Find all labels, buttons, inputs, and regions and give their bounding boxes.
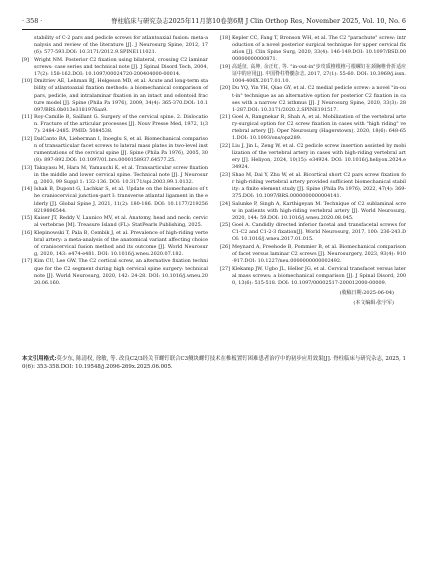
reference-item: [9] Wright NM. Posterior C2 fixation using bilateral, crossing C2 laminar screws: case series and technical note [J]. J Spinal Disord Tech, 2004, 17(2): 158-162.DOI: 10.1097/00024720-200404000-00014. xyxy=(22,56,208,77)
reference-item: [20] Du YQ, Yin YH, Qiao GY, et al. C2 medial pedicle screw: a novel "in-out-in" technique as an alternative option for posterior C2 fixation in cases with a narrow C2 isthmus [J]. J Neurosurg Spine, 2020, 33(3): 281-287.DOI: 10.3171/2020.2.SPINE191517. xyxy=(220,85,406,113)
header-rule xyxy=(22,29,406,30)
reference-item: [11] Roy-Camille R, Saillant G. Surgery of the cervical spine. 2. Dislocation. Fracture of the articular processes [J]. Nouv Presse Med, 1972, 1(37): 2484-2485. PMID: 5084538. xyxy=(22,114,208,135)
reference-item: [12] DalCanto RA, Lieberman I, Inoeglu S, et al. Biomechanical comparison of transarticular facet screws to lateral mass plates in two-level instrumentations of the cervical spine [J]. Spine (Phila Pa 1976), 2005, 30(8): 897-892.DOI: 10.1097/01.brs.0000158937.64577.25. xyxy=(22,135,208,164)
reference-item: [17] Kim CU, Lee GW. The C2 cortical screw, an alternative fixation technique for the C2 segment during high cervical spine surgery: technical note [J]. World Neurosurg, 2020, 142: 24-28. DOI: 10.1016/j.wneu.2020.06.160. xyxy=(22,258,208,286)
references-left-column xyxy=(22,35,208,287)
reference-item: [25] Goel A. Candidly directed inferior facetal and transfacetal screws for C1-C2 and C1-2-3 fixation[J]. World Neurosurg, 2017, 100: 236-243.DOI: 10.1016/j.wneu.2017.01.015. xyxy=(220,222,406,243)
references-right-column xyxy=(220,35,406,308)
reference-item: [27] Klekamp JW, Ugbo JL, Heller JG, et al. Cervical transfacet versus lateral mass screws: a biomechanical comparison [J]. J Spinal Disord, 2000, 13(6): 515-518. DOI: 10.1097/00002517-200012000-00009. xyxy=(220,265,406,286)
reference-item: [19] 高延征, 高坤, 余正红, 等. "in-out-in"步攻质椎根椎弓根螺钉在颈胸椎骨折适应证中的应用[J]. 中国脊柱脊髓杂志, 2017, 27(1): 55-60. DOI: 10.3969/j.issn.1004-406X.2017.01.10. xyxy=(220,63,406,84)
editor-note: (本文编辑:张宇军) xyxy=(353,300,394,307)
citation-format xyxy=(22,355,406,371)
reference-item: [23] Shao M, Dai Y, Zhu W, et al. Bicortical short C2 pars screw fixation for high-riding vertebral artery provided sufficient biomechanical stability: a finite element study [J]. Spine (Phila Pa 1976), 2022, 47(4): 369-375.DOI: 10.1097/BRS.0000000000004141. xyxy=(220,171,406,200)
citation-label: 本文引用格式: xyxy=(22,356,57,362)
reference-item: [14] Ishak B, Dupont G, Lachkar S, et al. Update on the biomechanics of the craniocervical junction-part I: transverse atlantal ligament in the elderly [J]. Global Spine J, 2021, 11(2): 180-186. DOI: 10.1177/2192568219896544. xyxy=(22,186,208,214)
journal-running-title: 脊柱临床与研究杂志2025年11月第10卷第6期 J Clin Orthop Res, November 2025, Vol. 10, No. 6 xyxy=(111,17,406,25)
reference-item: [16] Klepinowski T, Pala B, Cembik J, et al. Prevalence of high-riding vertebral artery: a meta-analysis of the anatomical variant affecting choice of craniocervical fusion method and its outcome [J]. World Neurosurg, 2020, 143: e474-e481. DOI: 10.1016/j.wneu.2020.07.182. xyxy=(22,229,208,257)
reference-item: [13] Takayasu M, Hara M, Yamauchi K, et al. Transarticular screw fixation in the middle and lower cervical spine. Technical note [J]. J Neurosurg, 2003, 99 Suppl 1: 132-136. DOI: 10.3171/spi.2003.99.1.0132. xyxy=(22,164,208,185)
reference-item: [10] Dmitriev AE, Lehman RJ, Helgeson MD, et al. Acute and long-term stability of atlantoaxial fixation methods: a biomechanical comparison of pars, pedicle, and intralaminar fixation in an intact and odontoid fracture model [J]. Spine (Phila Pa 1976), 2009, 34(4): 365-370.DOI: 10.1097/BRS.0b013e3181976aa9. xyxy=(22,78,209,113)
reference-item: [18] Kepler CC, Fang T, Bronson WH, et al. The C2 "parachute" screw: introduction of a novel posterior surgical technique for upper cervical fixation [J]. Clin Spine Surg, 2020, 33(4): 146-149.DOI: 10.1097/BSD.0000000000000871. xyxy=(220,35,406,63)
reference-item: [26] Meynard A, Freehode B, Pommier B, et al. Biomechanical comparison of facet versus laminar C2 screws [J]. Neurosurgery, 2023, 93(4): 910-917.DOI: 10.1227/neu.0000000000002492. xyxy=(220,243,406,265)
reference-item: [24] Salunke P, Singh A, Karthigeyan M. Technique of C2 sublaminal screw in patients with high-riding vertebral artery [J]. World Neurosurg, 2020, 144: 59.DOI: 10.1016/j.wneu.2020.08.045. xyxy=(220,200,406,221)
reference-item: [22] Liu J, Jin L, Zeng W, et al. C2 pedicle screw insertion assisted by mobilization of the vertebral artery in cases with high-riding vertebral artery [J]. Heliyon, 2024, 10(15): e34924. DOI: 10.1016/j.heliyon.2024.e34924. xyxy=(220,142,406,171)
page-number: · 358 · xyxy=(22,17,43,25)
running-header xyxy=(22,14,406,28)
reference-item: stability of C-2 pars and pedicle screws for atlantoaxial fusion: meta-analysis and review of the literature [J]. J Neurosurg Spine, 2012, 17(6): 577-593.DOI: 10.3171/2012.9.SPINE111021. xyxy=(34,35,208,56)
citation-text: 莫少东, 陈清权, 徐敏, 等. 改良C2/3经关节螺钉联合C3侧块螺钉技术在椎板置钉困难患者治疗中的初步应用效果[J]. 脊柱临床与研究杂志, 2025, 10(6): 353-358.DOI: 10.19548/j.2096-269x.2025.06.005. xyxy=(22,356,406,371)
reference-item: [15] Kaiser JT, Reddy V, Launico MV, et al. Anatomy, head and neck: cervical vertebrae [M]. Treasure Island (FL): StatPearls Publishing, 2025. xyxy=(22,215,208,229)
received-date: (收稿日期:2025-06-04) xyxy=(339,289,394,296)
reference-item: [21] Goel A, Rangnekar R, Shah A, et al. Mobilization of the vertebral artery-surgical option for C2 screw fixation in cases with "high riding" vertebral artery [J]. Oper Neurosurg (Hagerstown), 2020, 18(6): 648-651.DOI: 10.1093/ons/opz289. xyxy=(220,114,406,142)
